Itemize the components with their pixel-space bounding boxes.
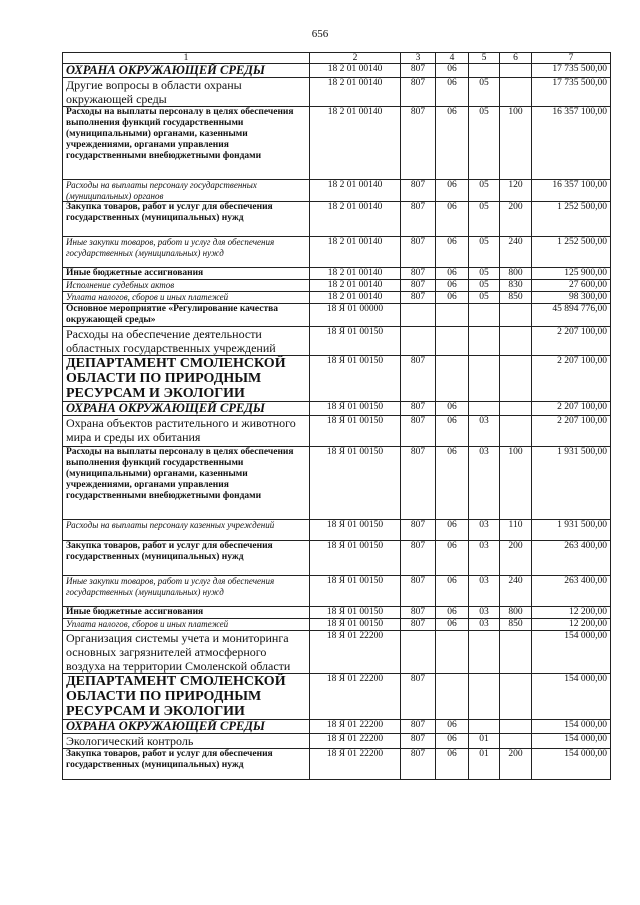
section-cell: 06 — [436, 734, 469, 749]
header-cell: 3 — [401, 53, 436, 64]
name-cell: Расходы на обеспечение деятельности областных государственных учреждений — [63, 327, 310, 356]
name-cell: Расходы на выплаты персоналу государственных (муниципальных) органов — [63, 180, 310, 202]
name-cell: Закупка товаров, работ и услуг для обеспечения государственных (муниципальных) нужд — [63, 541, 310, 576]
section-cell: 06 — [436, 749, 469, 780]
department-code-cell: 807 — [401, 356, 436, 402]
expense-type-cell — [500, 720, 532, 734]
code-cell: 18 Я 01 00150 — [310, 416, 401, 447]
name-cell: Расходы на выплаты персоналу казенных учреждений — [63, 520, 310, 541]
department-code-cell: 807 — [401, 607, 436, 619]
section-cell: 06 — [436, 607, 469, 619]
table-row — [63, 107, 611, 180]
amount-cell: 1 931 500,00 — [532, 447, 611, 520]
table-body — [63, 64, 611, 780]
section-cell — [436, 304, 469, 327]
table-row — [63, 416, 611, 447]
budget-table — [62, 52, 611, 780]
table-row — [63, 202, 611, 237]
table-row — [63, 78, 611, 107]
name-cell: Организация системы учета и мониторинга основных загрязнителей атмосферного воздуха на территории Смоленской области — [63, 631, 310, 674]
code-cell: 18 Я 01 22200 — [310, 720, 401, 734]
table-row — [63, 734, 611, 749]
section-cell: 06 — [436, 180, 469, 202]
amount-cell: 125 900,00 — [532, 268, 611, 280]
amount-cell: 12 200,00 — [532, 619, 611, 631]
table-row — [63, 541, 611, 576]
code-cell: 18 Я 01 00150 — [310, 402, 401, 416]
table-row — [63, 619, 611, 631]
code-cell: 18 Я 01 22200 — [310, 749, 401, 780]
section-cell: 06 — [436, 237, 469, 268]
subsection-cell — [469, 402, 500, 416]
amount-cell: 16 357 100,00 — [532, 107, 611, 180]
table-row — [63, 720, 611, 734]
code-cell: 18 2 01 00140 — [310, 107, 401, 180]
department-code-cell — [401, 304, 436, 327]
department-code-cell: 807 — [401, 107, 436, 180]
amount-cell: 27 600,00 — [532, 280, 611, 292]
department-code-cell: 807 — [401, 734, 436, 749]
subsection-cell: 03 — [469, 447, 500, 520]
expense-type-cell: 240 — [500, 237, 532, 268]
subsection-cell: 03 — [469, 416, 500, 447]
amount-cell: 263 400,00 — [532, 576, 611, 607]
table-row — [63, 520, 611, 541]
code-cell: 18 2 01 00140 — [310, 292, 401, 304]
expense-type-cell — [500, 78, 532, 107]
name-cell: Закупка товаров, работ и услуг для обеспечения государственных (муниципальных) нужд — [63, 202, 310, 237]
amount-cell: 154 000,00 — [532, 720, 611, 734]
subsection-cell: 05 — [469, 237, 500, 268]
subsection-cell: 01 — [469, 749, 500, 780]
table-row — [63, 749, 611, 780]
header-cell: 1 — [63, 53, 310, 64]
name-cell: Основное мероприятие «Регулирование качества окружающей среды» — [63, 304, 310, 327]
table-row — [63, 607, 611, 619]
header-row — [63, 53, 611, 64]
section-cell: 06 — [436, 541, 469, 576]
name-cell: Уплата налогов, сборов и иных платежей — [63, 292, 310, 304]
department-code-cell: 807 — [401, 202, 436, 237]
header-cell: 5 — [469, 53, 500, 64]
expense-type-cell: 100 — [500, 447, 532, 520]
subsection-cell: 01 — [469, 734, 500, 749]
expense-type-cell: 800 — [500, 268, 532, 280]
section-cell: 06 — [436, 280, 469, 292]
table-row — [63, 674, 611, 720]
amount-cell: 154 000,00 — [532, 631, 611, 674]
name-cell: Закупка товаров, работ и услуг для обеспечения государственных (муниципальных) нужд — [63, 749, 310, 780]
name-cell: Исполнение судебных актов — [63, 280, 310, 292]
department-code-cell: 807 — [401, 619, 436, 631]
section-cell — [436, 327, 469, 356]
department-code-cell: 807 — [401, 749, 436, 780]
department-code-cell: 807 — [401, 180, 436, 202]
amount-cell: 1 252 500,00 — [532, 202, 611, 237]
subsection-cell: 03 — [469, 520, 500, 541]
subsection-cell — [469, 674, 500, 720]
amount-cell: 98 300,00 — [532, 292, 611, 304]
department-code-cell: 807 — [401, 402, 436, 416]
amount-cell: 154 000,00 — [532, 734, 611, 749]
code-cell: 18 2 01 00140 — [310, 64, 401, 78]
amount-cell: 1 931 500,00 — [532, 520, 611, 541]
code-cell: 18 Я 01 00150 — [310, 607, 401, 619]
name-cell: ОХРАНА ОКРУЖАЮЩЕЙ СРЕДЫ — [63, 720, 310, 734]
code-cell: 18 2 01 00140 — [310, 237, 401, 268]
expense-type-cell — [500, 734, 532, 749]
expense-type-cell: 100 — [500, 107, 532, 180]
subsection-cell — [469, 304, 500, 327]
table-row — [63, 631, 611, 674]
code-cell: 18 Я 01 22200 — [310, 734, 401, 749]
table-row — [63, 327, 611, 356]
code-cell: 18 Я 01 00150 — [310, 619, 401, 631]
subsection-cell: 03 — [469, 619, 500, 631]
code-cell: 18 2 01 00140 — [310, 202, 401, 237]
expense-type-cell: 120 — [500, 180, 532, 202]
amount-cell: 17 735 500,00 — [532, 78, 611, 107]
header-cell: 2 — [310, 53, 401, 64]
header-cell: 4 — [436, 53, 469, 64]
section-cell: 06 — [436, 268, 469, 280]
department-code-cell: 807 — [401, 64, 436, 78]
name-cell: ОХРАНА ОКРУЖАЮЩЕЙ СРЕДЫ — [63, 64, 310, 78]
code-cell: 18 Я 01 00150 — [310, 356, 401, 402]
expense-type-cell: 850 — [500, 619, 532, 631]
code-cell: 18 Я 01 00150 — [310, 520, 401, 541]
name-cell: Иные бюджетные ассигнования — [63, 607, 310, 619]
subsection-cell: 05 — [469, 280, 500, 292]
name-cell: Расходы на выплаты персоналу в целях обеспечения выполнения функций государственными (муниципальными) органами, казенными учреждениями, органами управления государственными внебюджетными фондами — [63, 107, 310, 180]
table-row — [63, 447, 611, 520]
expense-type-cell: 200 — [500, 749, 532, 780]
table-row — [63, 402, 611, 416]
section-cell: 06 — [436, 202, 469, 237]
department-code-cell: 807 — [401, 720, 436, 734]
department-code-cell: 807 — [401, 292, 436, 304]
section-cell — [436, 356, 469, 402]
section-cell: 06 — [436, 416, 469, 447]
expense-type-cell: 850 — [500, 292, 532, 304]
name-cell: Расходы на выплаты персоналу в целях обеспечения выполнения функций государственными (муниципальными) органами, казенными учреждениями, органами управления государственными внебюджетными фондами — [63, 447, 310, 520]
expense-type-cell — [500, 674, 532, 720]
amount-cell: 263 400,00 — [532, 541, 611, 576]
section-cell — [436, 674, 469, 720]
section-cell: 06 — [436, 720, 469, 734]
amount-cell: 154 000,00 — [532, 749, 611, 780]
amount-cell: 17 735 500,00 — [532, 64, 611, 78]
expense-type-cell: 800 — [500, 607, 532, 619]
page-number: 656 — [311, 28, 329, 40]
amount-cell: 154 000,00 — [532, 674, 611, 720]
name-cell: Охрана объектов растительного и животного мира и среды их обитания — [63, 416, 310, 447]
table-row — [63, 180, 611, 202]
name-cell: ДЕПАРТАМЕНТ СМОЛЕНСКОЙ ОБЛАСТИ ПО ПРИРОДНЫМ РЕСУРСАМ И ЭКОЛОГИИ — [63, 356, 310, 402]
table-row — [63, 292, 611, 304]
header-cell: 7 — [532, 53, 611, 64]
subsection-cell — [469, 631, 500, 674]
amount-cell: 2 207 100,00 — [532, 356, 611, 402]
subsection-cell — [469, 64, 500, 78]
department-code-cell — [401, 327, 436, 356]
section-cell: 06 — [436, 78, 469, 107]
subsection-cell: 05 — [469, 180, 500, 202]
subsection-cell: 03 — [469, 541, 500, 576]
expense-type-cell: 830 — [500, 280, 532, 292]
amount-cell: 1 252 500,00 — [532, 237, 611, 268]
department-code-cell: 807 — [401, 280, 436, 292]
expense-type-cell — [500, 304, 532, 327]
expense-type-cell — [500, 356, 532, 402]
expense-type-cell — [500, 327, 532, 356]
table-row — [63, 576, 611, 607]
department-code-cell — [401, 631, 436, 674]
department-code-cell: 807 — [401, 520, 436, 541]
expense-type-cell: 240 — [500, 576, 532, 607]
code-cell: 18 2 01 00140 — [310, 280, 401, 292]
code-cell: 18 Я 01 00000 — [310, 304, 401, 327]
section-cell: 06 — [436, 520, 469, 541]
department-code-cell: 807 — [401, 541, 436, 576]
subsection-cell — [469, 356, 500, 402]
section-cell — [436, 631, 469, 674]
amount-cell: 2 207 100,00 — [532, 402, 611, 416]
subsection-cell: 05 — [469, 107, 500, 180]
department-code-cell: 807 — [401, 416, 436, 447]
amount-cell: 2 207 100,00 — [532, 327, 611, 356]
subsection-cell: 03 — [469, 607, 500, 619]
code-cell: 18 Я 01 00150 — [310, 576, 401, 607]
name-cell: Иные закупки товаров, работ и услуг для обеспечения государственных (муниципальных) нужд — [63, 576, 310, 607]
subsection-cell: 03 — [469, 576, 500, 607]
table-row — [63, 356, 611, 402]
name-cell: ОХРАНА ОКРУЖАЮЩЕЙ СРЕДЫ — [63, 402, 310, 416]
subsection-cell: 05 — [469, 292, 500, 304]
department-code-cell: 807 — [401, 237, 436, 268]
expense-type-cell: 200 — [500, 541, 532, 576]
subsection-cell: 05 — [469, 78, 500, 107]
department-code-cell: 807 — [401, 674, 436, 720]
department-code-cell: 807 — [401, 447, 436, 520]
subsection-cell — [469, 720, 500, 734]
subsection-cell — [469, 327, 500, 356]
code-cell: 18 Я 01 00150 — [310, 447, 401, 520]
amount-cell: 12 200,00 — [532, 607, 611, 619]
table-row — [63, 280, 611, 292]
amount-cell: 16 357 100,00 — [532, 180, 611, 202]
table-row — [63, 237, 611, 268]
expense-type-cell — [500, 631, 532, 674]
amount-cell: 2 207 100,00 — [532, 416, 611, 447]
department-code-cell: 807 — [401, 268, 436, 280]
name-cell: ДЕПАРТАМЕНТ СМОЛЕНСКОЙ ОБЛАСТИ ПО ПРИРОДНЫМ РЕСУРСАМ И ЭКОЛОГИИ — [63, 674, 310, 720]
name-cell: Экологический контроль — [63, 734, 310, 749]
section-cell: 06 — [436, 64, 469, 78]
department-code-cell: 807 — [401, 576, 436, 607]
amount-cell: 45 894 776,00 — [532, 304, 611, 327]
section-cell: 06 — [436, 107, 469, 180]
table-row — [63, 304, 611, 327]
code-cell: 18 Я 01 00150 — [310, 327, 401, 356]
section-cell: 06 — [436, 447, 469, 520]
expense-type-cell: 200 — [500, 202, 532, 237]
expense-type-cell — [500, 402, 532, 416]
section-cell: 06 — [436, 292, 469, 304]
section-cell: 06 — [436, 402, 469, 416]
section-cell: 06 — [436, 619, 469, 631]
expense-type-cell — [500, 64, 532, 78]
code-cell: 18 2 01 00140 — [310, 180, 401, 202]
expense-type-cell: 110 — [500, 520, 532, 541]
code-cell: 18 Я 01 22200 — [310, 674, 401, 720]
expense-type-cell — [500, 416, 532, 447]
code-cell: 18 Я 01 00150 — [310, 541, 401, 576]
header-cell: 6 — [500, 53, 532, 64]
subsection-cell: 05 — [469, 202, 500, 237]
code-cell: 18 2 01 00140 — [310, 268, 401, 280]
table-row — [63, 64, 611, 78]
code-cell: 18 Я 01 22200 — [310, 631, 401, 674]
code-cell: 18 2 01 00140 — [310, 78, 401, 107]
name-cell: Другие вопросы в области охраны окружающей среды — [63, 78, 310, 107]
subsection-cell: 05 — [469, 268, 500, 280]
table-header — [63, 53, 611, 64]
department-code-cell: 807 — [401, 78, 436, 107]
name-cell: Уплата налогов, сборов и иных платежей — [63, 619, 310, 631]
name-cell: Иные закупки товаров, работ и услуг для обеспечения государственных (муниципальных) нужд — [63, 237, 310, 268]
section-cell: 06 — [436, 576, 469, 607]
table-row — [63, 268, 611, 280]
name-cell: Иные бюджетные ассигнования — [63, 268, 310, 280]
